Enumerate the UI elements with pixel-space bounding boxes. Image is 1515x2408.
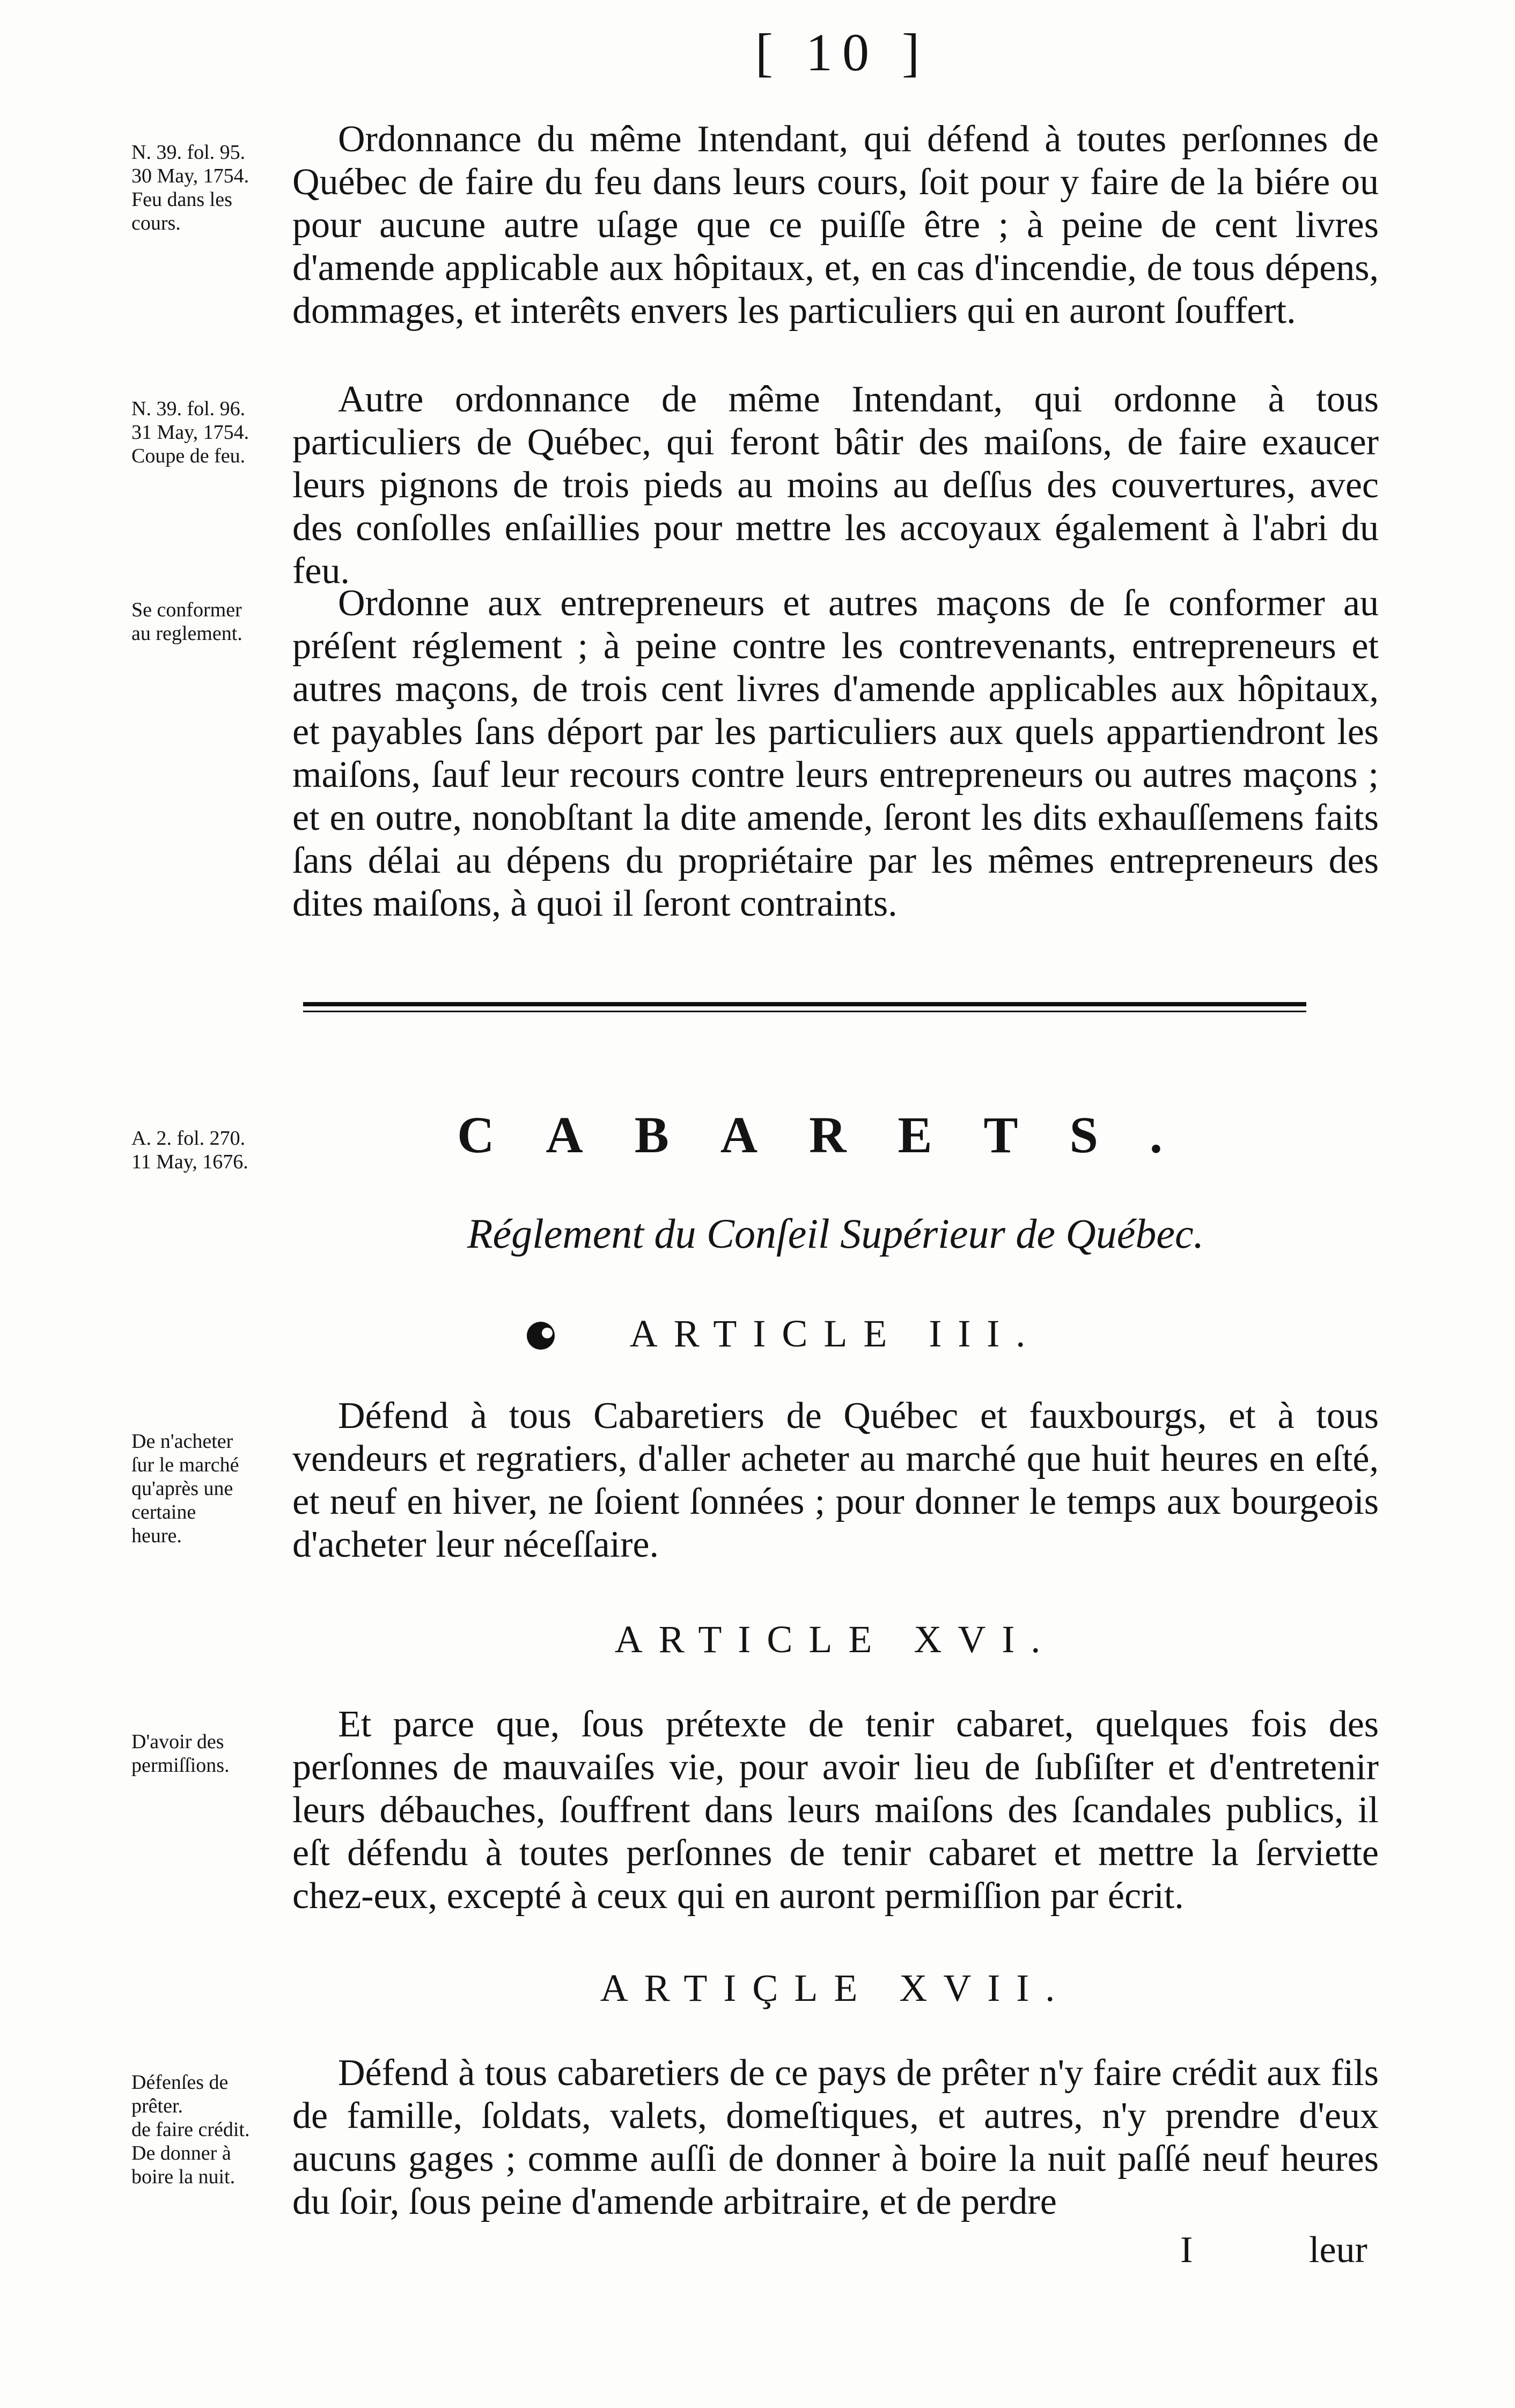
section-subtitle: Réglement du Conſeil Supérieur de Québec. xyxy=(467,1210,1204,1257)
thin-rule xyxy=(303,1011,1306,1012)
paragraph-text: Ordonnance du même Intendant, qui défend à toutes perſonnes de Québec de faire du feu dans leurs cours, ſoit pour y faire de la biére ou pour aucune autre uſage que ce puiſſe être ; à peine de cent livres d'amende applicable aux hôpitaux, et, en cas d'incendie, de tous dépens, dommages, et interêts envers les particuliers qui en auront ſouffert. xyxy=(292,119,1379,332)
catchword: leur xyxy=(1309,2229,1367,2271)
section-margin-note xyxy=(131,1126,292,1174)
margin-line: 11 May, 1676. xyxy=(131,1151,248,1173)
paragraph-1 xyxy=(292,118,1379,333)
paragraph-text: Autre ordonnance de même Intendant, qui ordonne à tous particuliers de Québec, qui feront bâtir des maiſons, de faire exaucer leurs pignons de trois pieds au moins au deſſus des couvertures, avec des conſolles enſaillies pour mettre les accoyaux également à l'abri du feu. xyxy=(292,379,1379,592)
article-16-text xyxy=(292,1703,1379,1918)
margin-line: De n'acheter xyxy=(131,1430,233,1453)
article-heading-17: ARTIÇLE XVII. xyxy=(600,1967,1071,2009)
article-heading-16: ARTICLE XVI. xyxy=(614,1618,1057,1661)
paragraph-text: Défend à tous Cabaretiers de Québec et fauxbourgs, et à tous vendeurs et regratiers, d'aller acheter au marché que huit heures en eſté, et neuf en hiver, ne ſoient ſonnées ; pour donner le temps aux bourgeois d'acheter leur néceſſaire. xyxy=(292,1395,1379,1565)
margin-line: 31 May, 1754. xyxy=(131,421,249,444)
margin-line: de faire crédit. xyxy=(131,2118,250,2141)
margin-line: heure. xyxy=(131,1525,182,1547)
margin-line: au reglement. xyxy=(131,622,242,645)
article-17-text xyxy=(292,2052,1379,2223)
article-17-margin-note xyxy=(131,2071,292,2189)
margin-line: certaine xyxy=(131,1501,196,1523)
paragraph-2 xyxy=(292,378,1379,593)
paragraph-text: Ordonne aux entrepreneurs et autres maçons de ſe conformer au préſent réglement ; à peine contre les contrevenants, entrepreneurs et autres maçons, de trois cent livres d'amende applicables aux hôpitaux, et payables ſans déport par les particuliers aux quels appartiendront les maiſons, ſauf leur recours contre leurs entrepreneurs ou autres maçons ; et en outre, nonobſtant la dite amende, ſeront les dits exhauſſemens faits ſans délai au dépens du propriétaire par les mêmes entrepreneurs des dites maiſons, à quoi il ſeront contraints. xyxy=(292,583,1379,924)
margin-line: cours. xyxy=(131,212,181,234)
margin-line: 30 May, 1754. xyxy=(131,165,249,187)
margin-line: permiſſions. xyxy=(131,1754,230,1777)
margin-line: qu'après une xyxy=(131,1477,233,1500)
paragraph-text: Et parce que, ſous prétexte de tenir cabaret, quelques fois des perſonnes de mauvaiſes vie, pour avoir lieu de ſubſiſter et d'entretenir leurs débauches, ſouffrent dans leurs maiſons des ſcandales publics, il eſt défendu à toutes perſonnes de tenir cabaret et mettre la ſerviette chez-eux, excepté à ceux qui en auront permiſſion par écrit. xyxy=(292,1704,1379,1917)
margin-line: D'avoir des xyxy=(131,1730,224,1753)
margin-line: De donner à xyxy=(131,2142,231,2164)
margin-line: ſur le marché xyxy=(131,1454,239,1476)
margin-line: Coupe de feu. xyxy=(131,445,246,467)
margin-note-3 xyxy=(131,598,292,645)
margin-line: Défenſes de xyxy=(131,2071,229,2094)
margin-line: prêter. xyxy=(131,2095,183,2117)
margin-line: Se conformer xyxy=(131,599,242,621)
signature-mark: I xyxy=(1180,2229,1193,2271)
paragraph-3 xyxy=(292,582,1379,925)
margin-line: A. 2. fol. 270. xyxy=(131,1127,246,1150)
section-title: CABARETS. xyxy=(457,1106,1214,1164)
margin-line: N. 39. fol. 95. xyxy=(131,141,246,164)
margin-line: boire la nuit. xyxy=(131,2166,236,2188)
article-16-margin-note xyxy=(131,1730,292,1777)
margin-note-1 xyxy=(131,141,292,235)
page-number: [ 10 ] xyxy=(755,23,930,82)
margin-line: N. 39. fol. 96. xyxy=(131,397,246,420)
article-3-margin-note xyxy=(131,1430,292,1548)
margin-note-2 xyxy=(131,397,292,468)
article-3-text xyxy=(292,1395,1379,1566)
article-heading-3: ARTICLE III. xyxy=(629,1312,1042,1355)
margin-line: Feu dans les xyxy=(131,188,232,211)
paragraph-text: Défend à tous cabaretiers de ce pays de prêter n'y faire crédit aux fils de famille, ſoldats, valets, domeſtiques, et autres, n'y prendre d'eux aucuns gages ; comme auſſi de donner à boire la nuit paſſé neuf heures du ſoir, ſous peine d'amende arbitraire, et de perdre xyxy=(292,2052,1379,2222)
thick-rule xyxy=(303,1002,1306,1006)
